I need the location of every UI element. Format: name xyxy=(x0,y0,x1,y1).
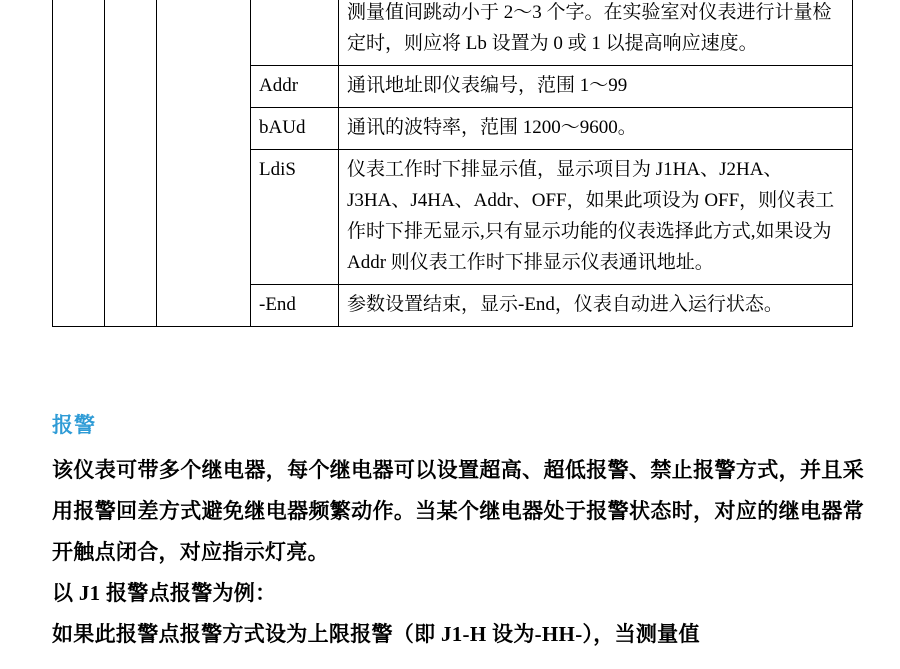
paragraph: 该仪表可带多个继电器，每个继电器可以设置超高、超低报警、禁止报警方式，并且采用报警回差方式避免继电器频繁动作。当某个继电器处于报警状态时，对应的继电器常开触点闭合，对应指示灯亮。 xyxy=(52,458,864,564)
param-code: Addr xyxy=(251,66,339,108)
param-description: 仪表工作时下排显示值，显示项目为 J1HA、J2HA、J3HA、J4HA、Addr、OFF，如果此项设为 OFF，则仪表工作时下排无显示,只有显示功能的仪表选择此方式,如果设为 Addr 则仪表工作时下排显示仪表通讯地址。 xyxy=(339,150,853,285)
paragraph: 如果此报警点报警方式设为上限报警（即 J1-H 设为-HH-），当测量值 xyxy=(52,622,700,646)
section-heading-alarm: 报警 xyxy=(52,413,96,437)
table-row xyxy=(53,0,853,66)
param-code: LdiS xyxy=(251,150,339,285)
table-cell-spacer-1 xyxy=(53,0,105,327)
alarm-body-text xyxy=(52,450,864,655)
table-cell-spacer-3 xyxy=(157,0,251,327)
param-code: -End xyxy=(251,285,339,327)
parameter-table xyxy=(52,0,853,327)
paragraph: 以 J1 报警点报警为例： xyxy=(52,581,277,605)
table-cell-spacer-2 xyxy=(105,0,157,327)
param-description: 通讯地址即仪表编号，范围 1～99 xyxy=(339,66,853,108)
param-description: 通讯的波特率，范围 1200～9600。 xyxy=(339,108,853,150)
param-code xyxy=(251,0,339,66)
param-description: 测量值间跳动小于 2～3 个字。在实验室对仪表进行计量检定时，则应将 Lb 设置为 0 或 1 以提高响应速度。 xyxy=(339,0,853,66)
param-description: 参数设置结束，显示-End，仪表自动进入运行状态。 xyxy=(339,285,853,327)
param-code: bAUd xyxy=(251,108,339,150)
